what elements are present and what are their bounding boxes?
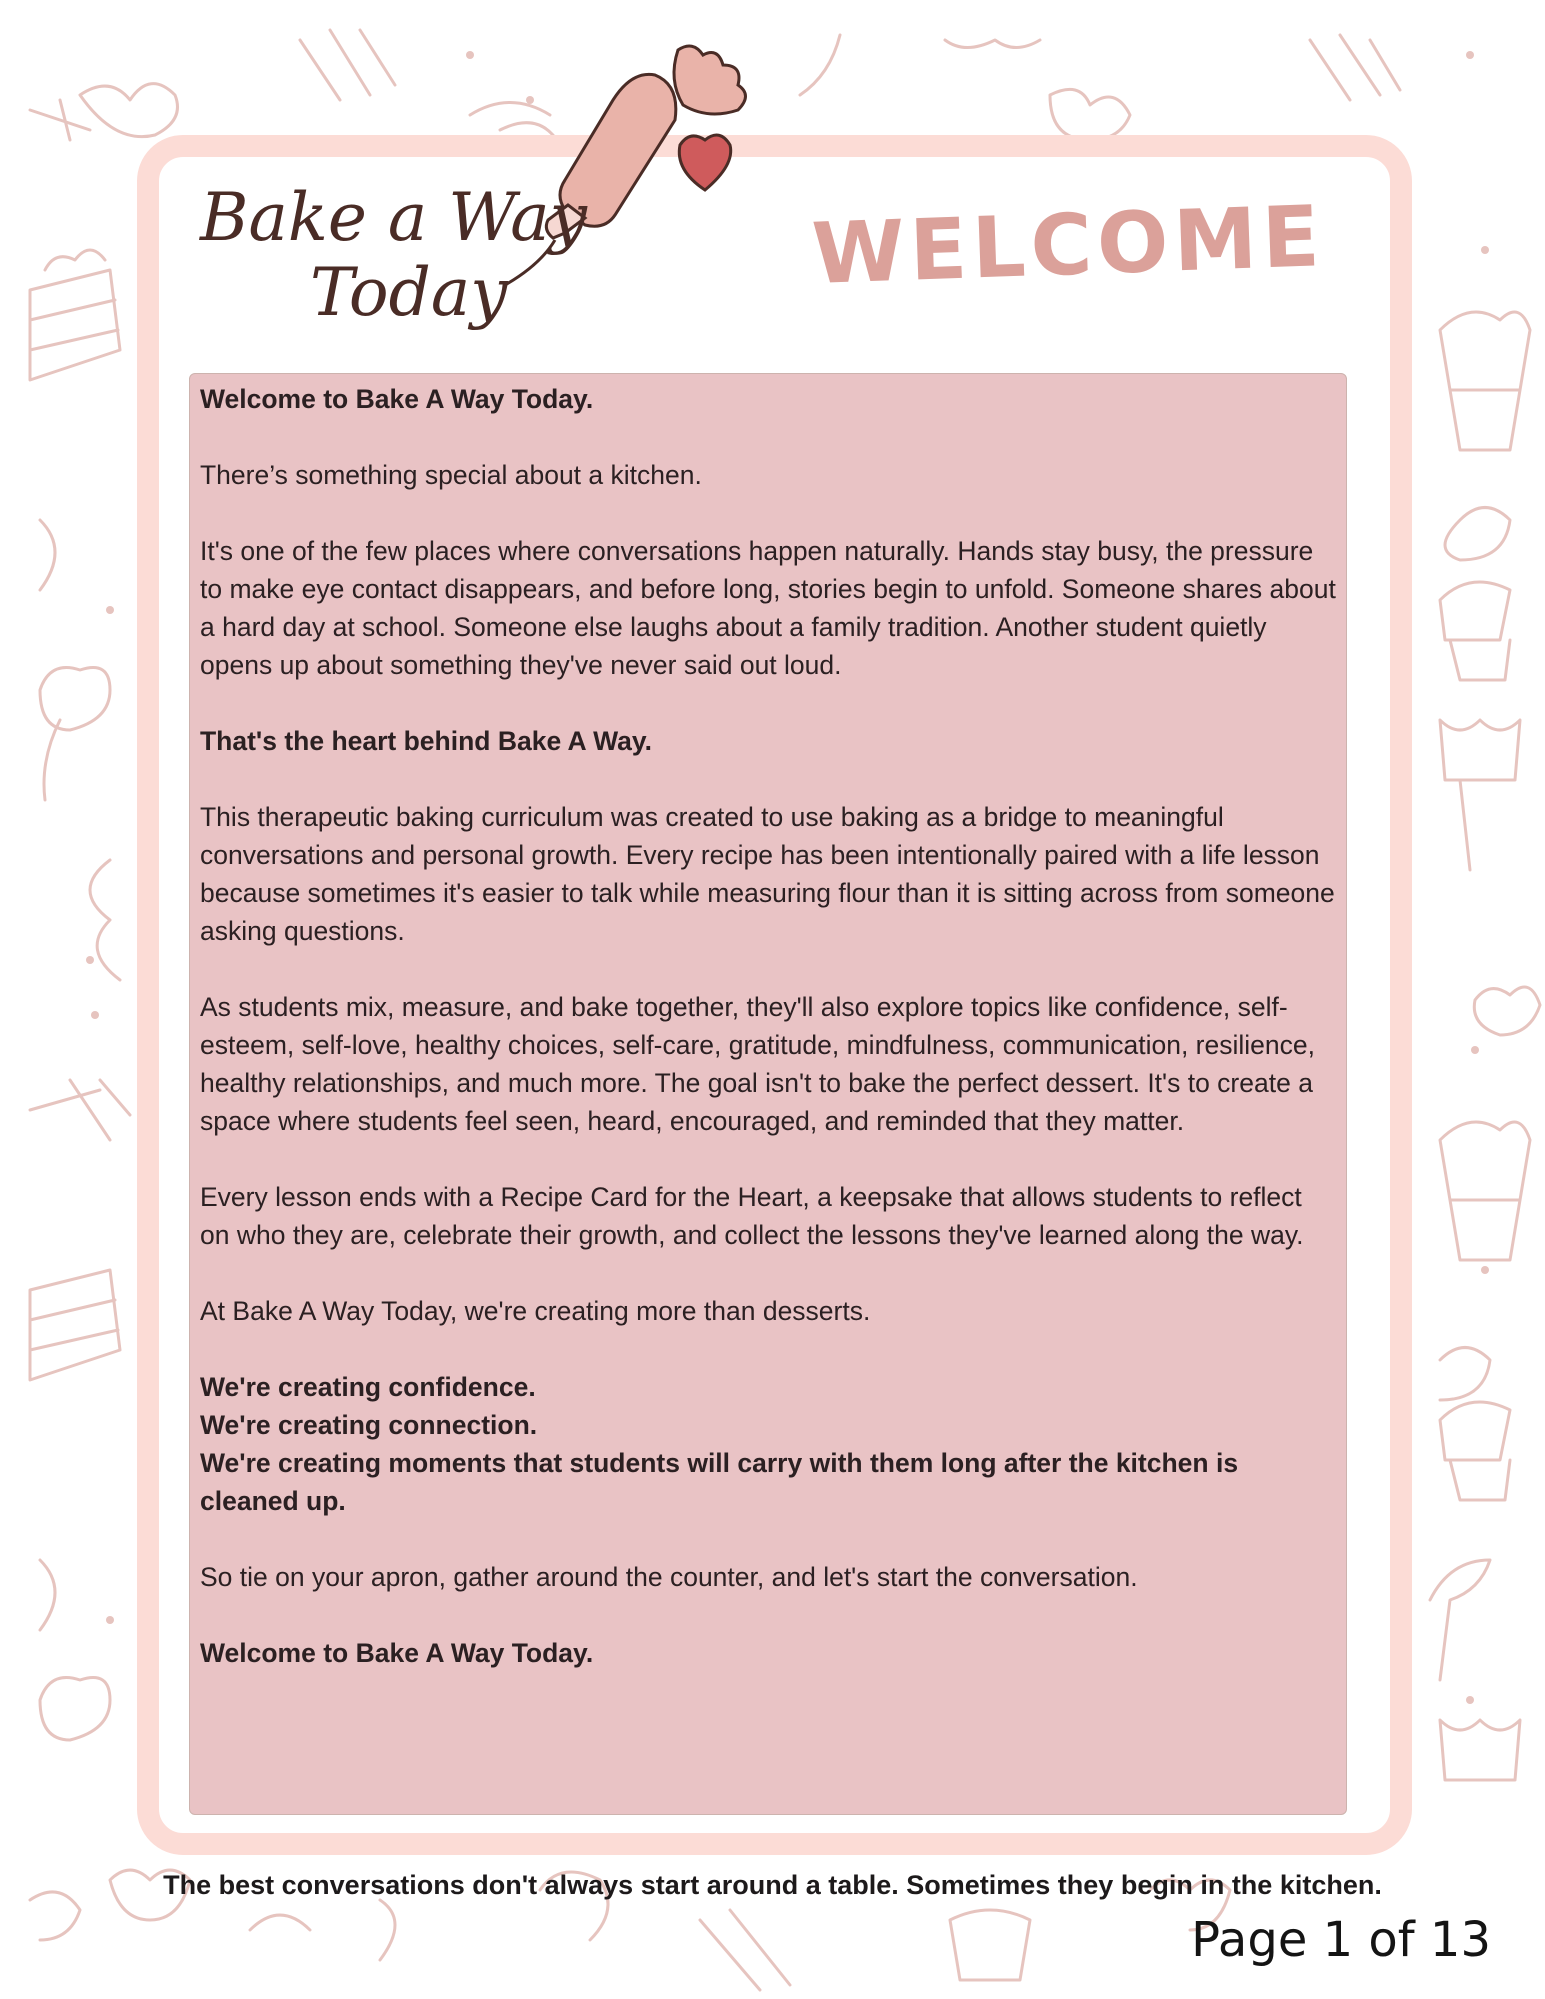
heart-statement: That's the heart behind Bake A Way. [200,726,652,756]
creating-statements [200,1368,1336,1520]
paragraph-kitchen: There’s something special about a kitchen. [200,460,702,490]
paragraph-apron: So tie on your apron, gather around the counter, and let's start the conversation. [200,1562,1138,1592]
paragraph-conversations: It's one of the few places where conversations happen naturally. Hands stay busy, the pressure to make eye contact disappears, and before long, stories begin to unfold. Someone shares about a hard day at school. Someone else laughs about a family tradition. Another student quietly opens up about something they've never said out loud. [200,536,1336,680]
opening-line: Welcome to Bake A Way Today. [200,384,594,414]
welcome-heading: WELCOME [810,187,1326,303]
logo-line1: Bake a Way [200,179,587,256]
page-number: Page 1 of 13 [1191,1912,1491,1968]
bake-a-way-logo [190,30,830,380]
paragraph-more-than-desserts: At Bake A Way Today, we're creating more than desserts. [200,1296,871,1326]
creating-moments: We're creating moments that students will carry with them long after the kitchen is cleaned up. [200,1448,1239,1516]
creating-connection: We're creating connection. [200,1410,538,1440]
heart-icon [679,135,730,190]
paragraph-recipe-card: Every lesson ends with a Recipe Card for the Heart, a keepsake that allows students to reflect on who they are, celebrate their growth, and collect the lessons they've learned along the way. [200,1182,1304,1250]
footer-tagline: The best conversations don't always start around a table. Sometimes they begin in the kitchen. [163,1870,1382,1900]
creating-confidence: We're creating confidence. [200,1372,536,1402]
welcome-letter [189,373,1347,1815]
logo-line2: Today [310,254,508,331]
closing-line: Welcome to Bake A Way Today. [200,1638,594,1668]
paragraph-topics: As students mix, measure, and bake together, they'll also explore topics like confidence, self-esteem, self-love, healthy choices, self-care, gratitude, mindfulness, communication, resilience, healthy relationships, and much more. The goal isn't to bake the perfect dessert. It's to create a space where students feel seen, heard, encouraged, and reminded that they matter. [200,992,1315,1136]
paragraph-curriculum: This therapeutic baking curriculum was created to use baking as a bridge to meaningful conversations and personal growth. Every recipe has been intentionally paired with a life lesson because sometimes it's easier to talk while measuring flour than it is sitting across from someone asking questions. [200,802,1335,946]
